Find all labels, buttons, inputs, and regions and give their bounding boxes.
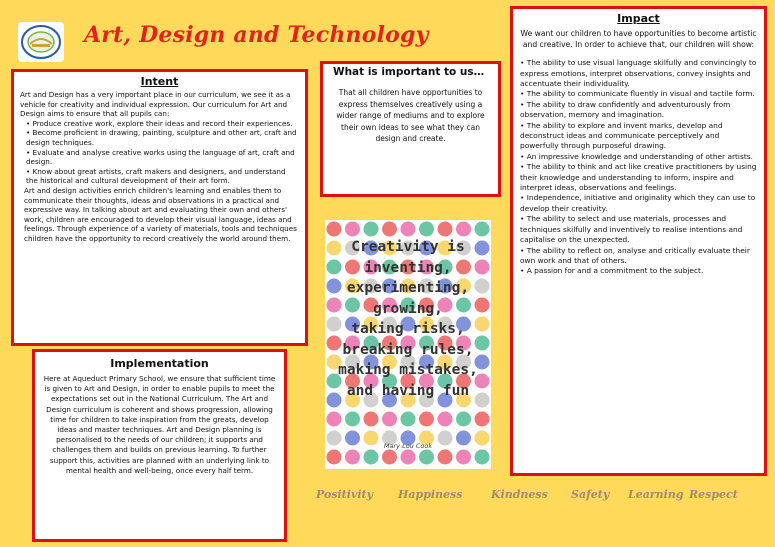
poster-quote-line: taking risks, (351, 321, 465, 337)
value-learning: Learning (628, 488, 684, 501)
impact-item: • The ability to think and act like creative practitioners by using their knowledge and understanding to inform, inspire and interpret ideas, observations and feelings. (520, 162, 757, 193)
watercolour-dot (438, 450, 453, 465)
important-panel (320, 61, 501, 197)
watercolour-dot (456, 450, 471, 465)
school-logo (18, 22, 64, 62)
watercolour-dot (401, 222, 416, 237)
value-safety: Safety (571, 488, 610, 501)
watercolour-dot (327, 412, 342, 427)
impact-intro: We want our children to have opportunities to become artistic and creative. In order to achieve that, our children will show: (520, 29, 757, 49)
poster-quote-line: making mistakes, (338, 362, 478, 378)
impact-panel (510, 6, 767, 476)
watercolour-dot (475, 222, 490, 237)
school-logo-icon (20, 24, 62, 60)
watercolour-dot (327, 450, 342, 465)
school-values (316, 488, 746, 504)
poster-quote-line: and having fun (346, 382, 470, 399)
intent-body: Art and design activities enrich children's learning and enables them to communicate their thoughts, ideas and observations in a practical and expressive way. In talking about art and evaluating their own and others' work, children are encouraged to develop their visual language, ideas and feelings. Through experience of a variety of materials, tools and techniques children have the opportunity to record creatively the world around them. (24, 185, 297, 243)
page-title: Art, Design and Technology (84, 22, 429, 48)
watercolour-dot (456, 412, 471, 427)
creativity-poster (325, 220, 491, 469)
watercolour-dot (475, 412, 490, 427)
implementation-heading: Implementation (110, 357, 209, 370)
impact-item: • Independence, initiative and originality which they can use to develop their creativity. (520, 193, 757, 214)
watercolour-dot (364, 222, 379, 237)
impact-item: • An impressive knowledge and understanding of other artists. (520, 152, 757, 162)
intent-heading: Intent (140, 75, 179, 88)
poster-quote-line: experimenting, (346, 280, 470, 296)
intent-intro: Art and Design has a very important place in our curriculum, we see it as a vehicle for creativity and individual expression. Our curriculum for Art and Design aims to ensure that all pupils can: (20, 90, 291, 119)
impact-item: • The ability to reflect on, analyse and critically evaluate their own work and that of others. (520, 246, 757, 267)
watercolour-dot (475, 450, 490, 465)
implementation-text: Here at Aqueduct Primary School, we ensure that sufficient time is given to Art and Design, in order to enable pupils to meet the expectations set out in the National Curriculum. The Art and Design curriculum is coherent and shows progression, allowing time for children to take inspiration from the greats, develop ideas and master techniques. Art and Design planning is personalised to the needs of our children; it supports and challenges them and builds on previous learning. To further support this, activities are planned with an underlying link to mental health and well-being, once every half term. (43, 374, 276, 475)
watercolour-dot (456, 222, 471, 237)
impact-item: • The ability to select and use materials, processes and techniques skilfully and inventively to realise intentions and capitalise on the unexpected. (520, 214, 757, 245)
value-positivity: Positivity (316, 488, 373, 501)
watercolour-dot (327, 222, 342, 237)
watercolour-dot (382, 450, 397, 465)
intent-bullet: • Become proficient in drawing, painting, sculpture and other art, craft and design techniques. (26, 128, 297, 147)
impact-item: • The ability to explore and invent marks, develop and deconstruct ideas and communicate perceptively and powerfully through purposeful drawing. (520, 121, 757, 152)
watercolour-dot (438, 222, 453, 237)
watercolour-dot (419, 412, 434, 427)
watercolour-dot (345, 222, 360, 237)
poster-author: Mary Lou Cook (383, 442, 433, 450)
value-kindness: Kindness (491, 488, 548, 501)
important-text: That all children have opportunities to express themselves creatively using a wider range of mediums and to explore their own ideas to see what they can design and create. (336, 88, 485, 144)
intent-bullet: • Know about great artists, craft makers and designers, and understand the historical and cultural development of their art form. (26, 166, 286, 186)
impact-list (520, 58, 757, 277)
poster-quote-line: growing, (373, 300, 443, 317)
impact-item: • The ability to use visual language skilfully and convincingly to express emotions, interpret observations, convey insights and accentuate their individuality. (520, 58, 757, 89)
watercolour-dot (401, 450, 416, 465)
impact-heading: Impact (617, 12, 660, 25)
poster-quote-line: inventing, (364, 259, 452, 276)
implementation-panel (32, 349, 287, 542)
poster-quote-line: Creativity is (351, 239, 465, 255)
watercolour-dot (419, 450, 434, 465)
watercolour-dot (345, 412, 360, 427)
intent-bullet: • Produce creative work, explore their ideas and record their experiences. (26, 118, 293, 128)
intent-panel (11, 69, 308, 346)
intent-bullet: • Evaluate and analyse creative works using the language of art, craft and design. (26, 147, 295, 167)
important-heading: What is important to us… (333, 66, 485, 78)
poster-quote (335, 237, 481, 401)
watercolour-dot (382, 412, 397, 427)
value-happiness: Happiness (398, 488, 463, 501)
watercolour-dot (345, 450, 360, 465)
watercolour-dot (364, 412, 379, 427)
watercolour-dot (401, 412, 416, 427)
poster-quote-line: breaking rules, (342, 341, 474, 358)
impact-item: • The ability to communicate fluently in visual and tactile form. (520, 89, 757, 99)
watercolour-dot (419, 222, 434, 237)
watercolour-dot (382, 222, 397, 237)
impact-item: • A passion for and a commitment to the subject. (520, 266, 757, 276)
watercolour-dot (364, 450, 379, 465)
impact-item: • The ability to draw confidently and adventurously from observation, memory and imagination. (520, 100, 757, 121)
watercolour-dot (438, 412, 453, 427)
value-respect: Respect (689, 488, 738, 501)
